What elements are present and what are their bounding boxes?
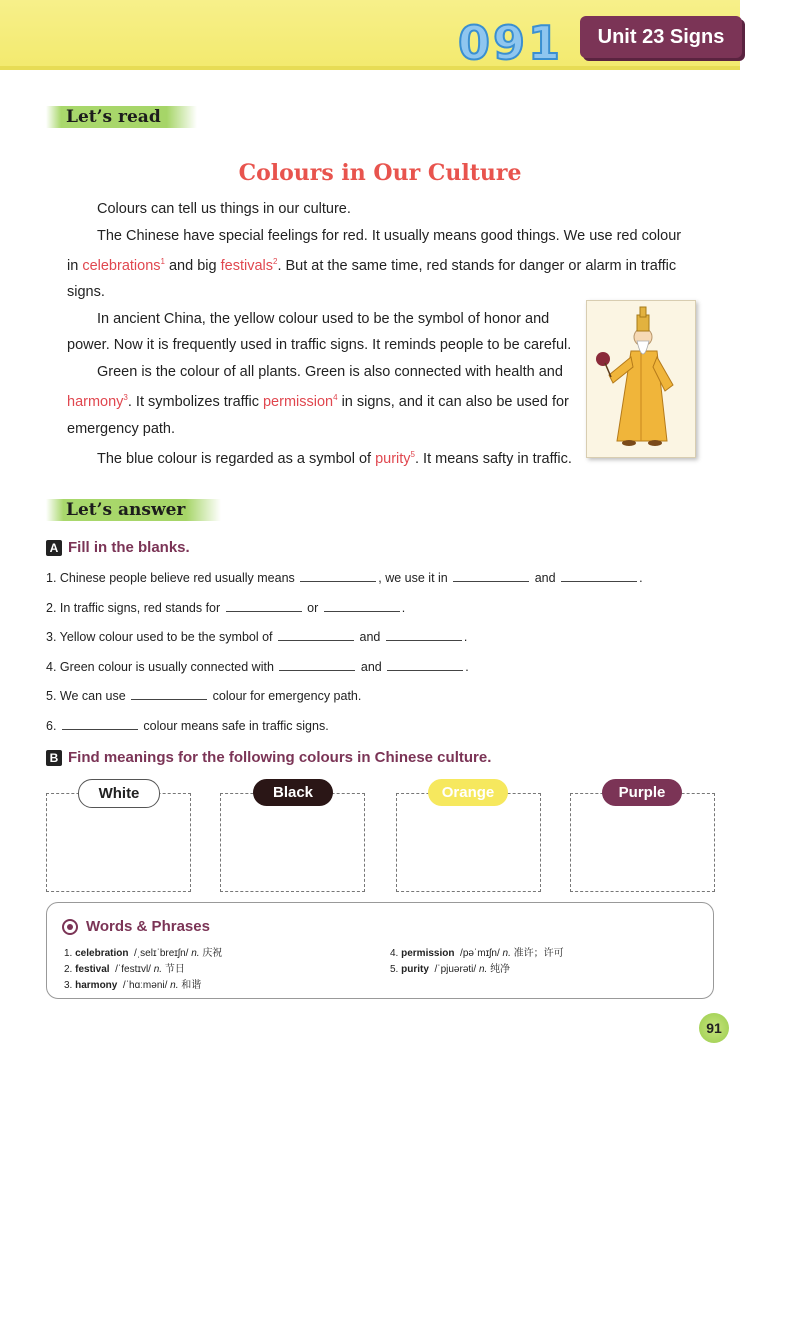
question-4: 4. Green colour is usually connected with and . [46,660,469,674]
blank-4a[interactable] [279,659,355,671]
word-purity: purity [375,450,411,467]
word-entry-harmony: 3. harmony /ˈhɑːməni/ n. 和谐 [64,980,202,991]
emperor-figure-icon [587,301,695,457]
part-a-letter: A [46,540,62,556]
color-label-purple: Purple [602,779,682,806]
words-phrases-title: Words & Phrases [62,918,210,935]
word-entry-celebration: 1. celebration /ˌselɪˈbreɪʃn/ n. 庆祝 [64,948,223,959]
black-answer-box[interactable] [220,793,365,892]
paragraph-2: The Chinese have special feelings for red. It usually means good things. We use red colour in celebrations$^1$ and big festivals$^2$. But at the same time, red stands for danger or alarm in traffic signs. [67,227,682,301]
blank-1a[interactable] [300,570,376,582]
color-label-orange: Orange [428,779,508,806]
blank-1c[interactable] [561,570,637,582]
orange-answer-box[interactable] [396,793,541,892]
page-number: 91 [699,1013,729,1043]
paragraph-5: The blue colour is regarded as a symbol of purity$^5$. It means safty in traffic. [97,450,572,467]
part-b-letter: B [46,750,62,766]
blank-3b[interactable] [386,629,462,641]
paragraph-4: Green is the colour of all plants. Green is also connected with health and harmony$^3$. It symbolizes traffic permission$^4$ in signs, and it can also be used for emergency path. [67,363,569,437]
word-entry-festival: 2. festival /ˈfestɪvl/ n. 节日 [64,964,185,975]
color-label-black: Black [253,779,333,806]
purple-answer-box[interactable] [570,793,715,892]
blank-1b[interactable] [453,570,529,582]
blank-6a[interactable] [62,718,138,730]
word-festivals: festivals [220,257,273,274]
blank-5a[interactable] [131,688,207,700]
emperor-illustration [586,300,696,458]
page-code: 091 [458,16,564,70]
word-harmony: harmony [67,394,124,411]
part-b-heading: B Find meanings for the following colours in Chinese culture. [46,749,491,766]
section-tag-read: Let’s read [46,106,197,128]
reading-title: Colours in Our Culture [238,160,522,186]
target-circle-icon [62,919,78,935]
blank-2a[interactable] [226,600,302,612]
blank-2b[interactable] [324,600,400,612]
question-6: 6. colour means safe in traffic signs. [46,719,329,733]
paragraph-3: In ancient China, the yellow colour used to be the symbol of honor and power. Now it is frequently used in traffic signs. It reminds people to be careful. [67,310,572,354]
blank-4b[interactable] [387,659,463,671]
blank-3a[interactable] [278,629,354,641]
question-1: 1. Chinese people believe red usually means , we use it in and . [46,571,643,585]
word-entry-purity: 5. purity /ˈpjuərəti/ n. 纯净 [390,964,511,975]
section-tag-answer: Let’s answer [46,499,221,521]
word-celebrations: celebrations [82,257,161,274]
unit-tab: Unit 23 Signs [580,16,742,58]
question-3: 3. Yellow colour used to be the symbol of and . [46,630,468,644]
question-5: 5. We can use colour for emergency path. [46,689,362,703]
paragraph-1: Colours can tell us things in our culture. [97,201,351,217]
color-label-white: White [78,779,160,808]
question-2: 2. In traffic signs, red stands for or . [46,601,406,615]
word-entry-permission: 4. permission /pəˈmɪʃn/ n. 准许；许可 [390,948,564,959]
word-permission: permission [262,394,334,411]
part-a-heading: A Fill in the blanks. [46,539,190,556]
